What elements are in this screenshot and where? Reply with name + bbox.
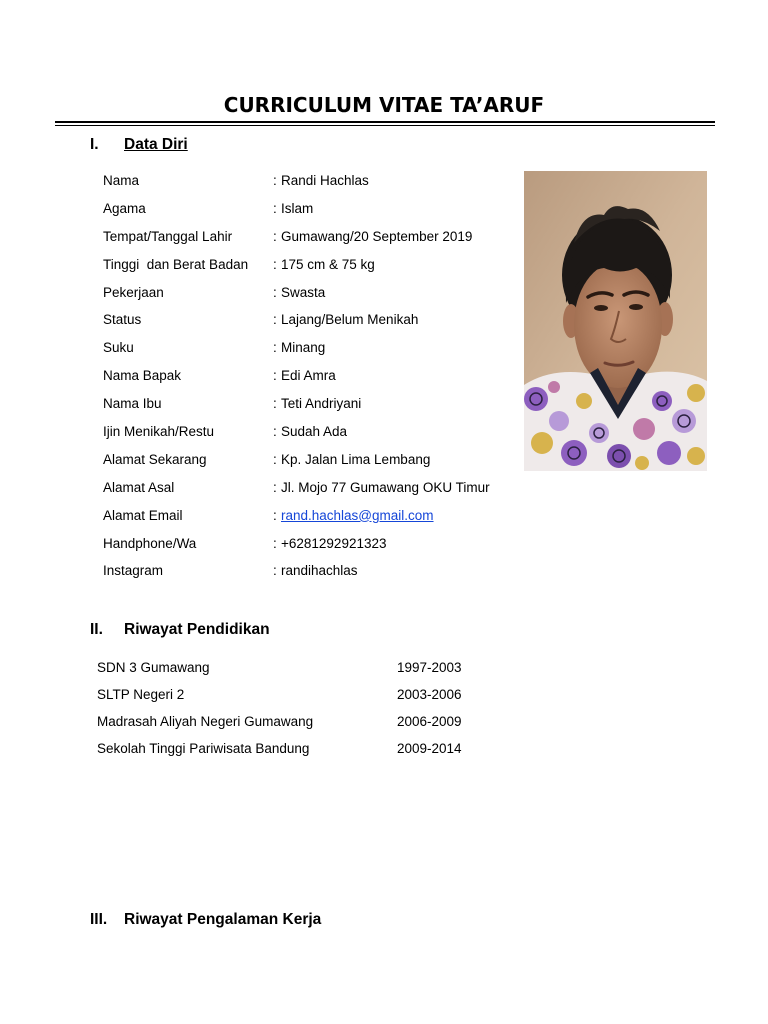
- data-row-instagram: [0, 557, 520, 585]
- section-number: III.: [90, 911, 108, 928]
- document-title: CURRICULUM VITAE TA’ARUF: [223, 93, 545, 117]
- field-separator: :: [273, 284, 277, 300]
- school-years: 2009-2014: [397, 740, 462, 756]
- profile-photo-image: [524, 171, 707, 471]
- field-value: Jl. Mojo 77 Gumawang OKU Timur: [281, 479, 490, 495]
- data-row-alamat-email: [0, 502, 520, 530]
- school-name: SDN 3 Gumawang: [97, 659, 210, 675]
- field-separator: :: [273, 451, 277, 467]
- field-value: Sudah Ada: [281, 424, 348, 440]
- field-separator: :: [273, 479, 277, 495]
- education-list: [0, 654, 520, 762]
- field-label: Pekerjaan: [103, 284, 164, 300]
- data-row-alamat-asal: [0, 474, 520, 502]
- field-separator: :: [273, 424, 277, 440]
- field-separator: :: [273, 256, 277, 272]
- data-row-tempat-tanggal-lahir: [0, 223, 520, 251]
- field-label: Agama: [103, 200, 146, 216]
- field-label: Alamat Email: [103, 507, 183, 523]
- field-separator: :: [273, 563, 277, 579]
- section-number: I.: [90, 136, 99, 153]
- section-title: Riwayat Pendidikan: [124, 621, 270, 638]
- email-link[interactable]: rand.hachlas@gmail.com: [281, 507, 434, 523]
- field-value: Edi Amra: [281, 368, 336, 384]
- field-separator: :: [273, 228, 277, 244]
- field-separator: :: [273, 340, 277, 356]
- field-label: Nama Ibu: [103, 396, 162, 412]
- field-label: Ijin Menikah/Restu: [103, 424, 215, 440]
- data-row-status: [0, 306, 520, 334]
- field-separator: :: [273, 396, 277, 412]
- field-label: Alamat Asal: [103, 479, 175, 495]
- data-row-handphone: [0, 530, 520, 558]
- section-data-diri-heading: [0, 135, 768, 155]
- field-label: Handphone/Wa: [103, 535, 197, 551]
- education-row: [0, 735, 520, 762]
- field-separator: :: [273, 312, 277, 328]
- data-row-alamat-sekarang: [0, 446, 520, 474]
- education-row: [0, 681, 520, 708]
- field-value: Kp. Jalan Lima Lembang: [281, 451, 431, 467]
- field-separator: :: [273, 173, 277, 188]
- field-label: Alamat Sekarang: [103, 451, 207, 467]
- field-label: Instagram: [103, 563, 164, 579]
- field-label: Nama Bapak: [103, 368, 182, 384]
- school-name: Sekolah Tinggi Pariwisata Bandung: [97, 740, 310, 756]
- data-row-nama-ibu: [0, 390, 520, 418]
- field-value: Gumawang/20 September 2019: [281, 228, 473, 244]
- section-title: Data Diri: [124, 136, 188, 153]
- data-row-nama-bapak: [0, 362, 520, 390]
- field-separator: :: [273, 200, 277, 216]
- data-diri-list: [0, 167, 520, 585]
- field-label: Tinggi dan Berat Badan: [103, 256, 249, 272]
- field-label: Status: [103, 312, 142, 328]
- school-years: 2006-2009: [397, 713, 462, 729]
- field-value: Lajang/Belum Menikah: [281, 312, 419, 328]
- field-label: Suku: [103, 340, 134, 356]
- field-separator: :: [273, 507, 277, 523]
- education-row: [0, 708, 520, 735]
- field-value: randihachlas: [281, 563, 358, 579]
- field-value: Teti Andriyani: [281, 396, 362, 412]
- field-value: 175 cm & 75 kg: [281, 256, 375, 272]
- field-label: Tempat/Tanggal Lahir: [103, 228, 233, 244]
- field-label: Nama: [103, 173, 140, 188]
- data-row-tinggi-berat: [0, 251, 520, 279]
- school-name: SLTP Negeri 2: [97, 686, 185, 702]
- title-double-rule: [55, 121, 715, 126]
- field-separator: :: [273, 368, 277, 384]
- profile-photo: [524, 171, 707, 471]
- data-row-suku: [0, 334, 520, 362]
- data-row-nama: [0, 167, 520, 195]
- section-riwayat-pendidikan-heading: [0, 620, 768, 640]
- field-value: +6281292921323: [281, 535, 387, 551]
- school-years: 2003-2006: [397, 686, 462, 702]
- field-separator: :: [273, 535, 277, 551]
- field-value: Swasta: [281, 284, 326, 300]
- section-riwayat-pengalaman-kerja-heading: [0, 910, 768, 930]
- data-row-pekerjaan: [0, 279, 520, 307]
- school-years: 1997-2003: [397, 659, 462, 675]
- field-value: Randi Hachlas: [281, 173, 369, 188]
- data-row-agama: [0, 195, 520, 223]
- data-row-ijin-menikah: [0, 418, 520, 446]
- field-value: Minang: [281, 340, 326, 356]
- school-name: Madrasah Aliyah Negeri Gumawang: [97, 713, 314, 729]
- field-value: Islam: [281, 200, 314, 216]
- section-title: Riwayat Pengalaman Kerja: [124, 911, 322, 928]
- education-row: [0, 654, 520, 681]
- section-number: II.: [90, 621, 103, 638]
